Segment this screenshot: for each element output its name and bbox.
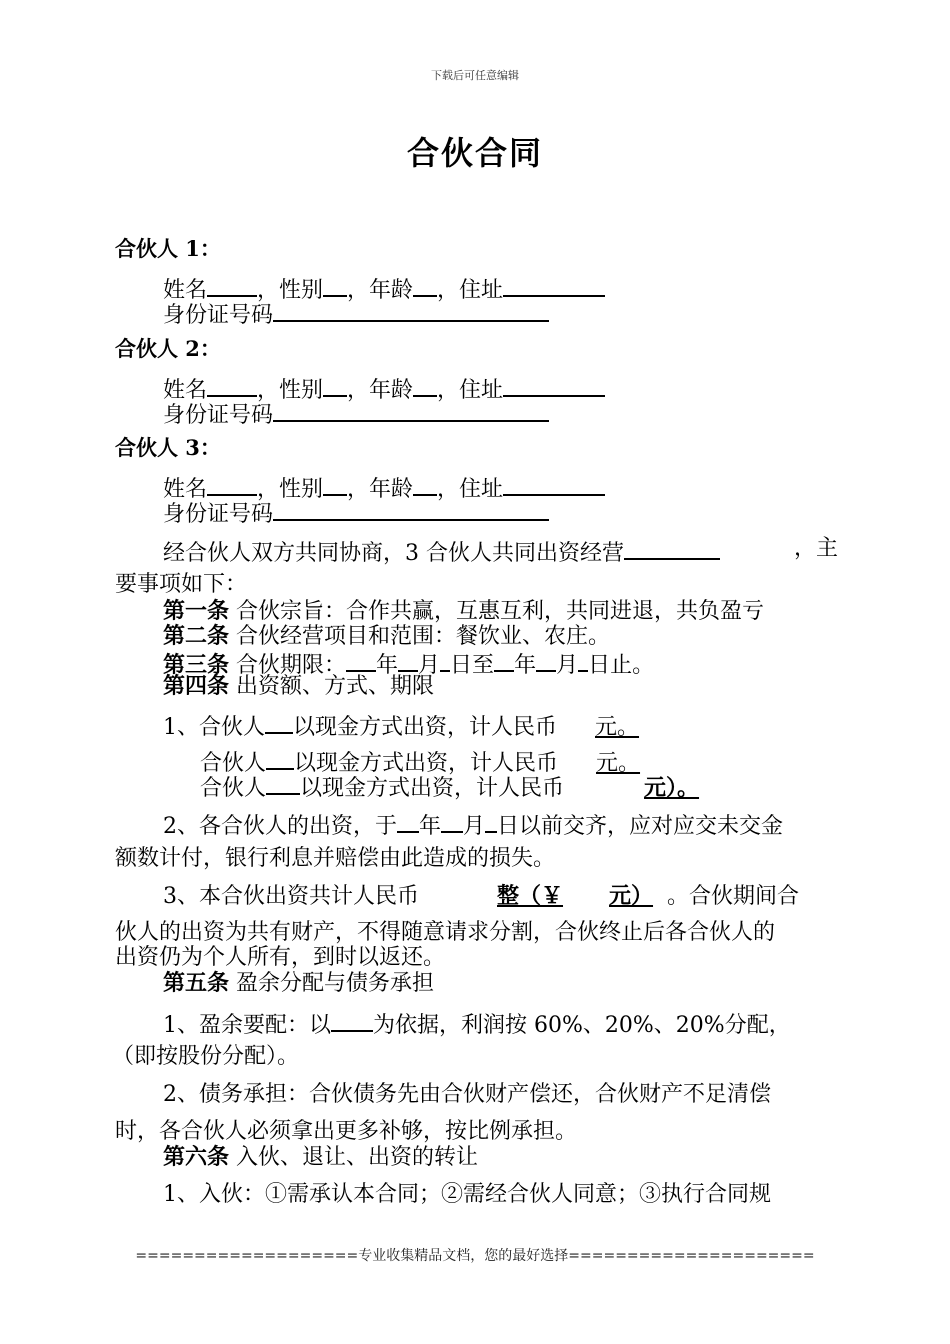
partner-blank[interactable] xyxy=(265,710,293,734)
id-label: 身份证号码 xyxy=(163,502,274,527)
article-5-p2-line-2: 时，各合伙人必须拿出更多补够，按比例承担。 xyxy=(115,1119,578,1144)
article-6-label: 第六条 xyxy=(163,1144,230,1170)
article-5-p2-line-1: 2、债务承担：合伙债务先由合伙财产偿还，合伙财产不足清偿 xyxy=(163,1082,771,1107)
article-3-label: 第三条 xyxy=(163,652,230,678)
article-1 xyxy=(163,598,764,625)
month-blank[interactable] xyxy=(398,648,418,672)
age-blank[interactable] xyxy=(413,373,437,397)
article-4-text: 出资额、方式、期限 xyxy=(229,674,435,699)
year-blank[interactable] xyxy=(397,809,419,833)
contribution-prefix: 合伙人 xyxy=(200,751,267,776)
day-label: 日止。 xyxy=(588,653,655,678)
day-label: 日至 xyxy=(450,653,495,678)
partner-blank[interactable] xyxy=(266,746,294,770)
contribution-line-3 xyxy=(200,771,699,802)
id-blank[interactable] xyxy=(273,398,549,422)
partner-3-id-line xyxy=(163,497,549,528)
month-blank[interactable] xyxy=(536,648,556,672)
age-label: ，年龄 xyxy=(347,278,414,303)
age-label: ，年龄 xyxy=(347,477,414,502)
gender-label: ，性别 xyxy=(257,378,324,403)
yuan-label: 元。 xyxy=(596,751,641,776)
whole-label: 整（￥ xyxy=(497,883,564,909)
article-5-text: 盈余分配与债务承担 xyxy=(229,971,435,996)
address-blank[interactable] xyxy=(503,373,605,397)
article-6 xyxy=(163,1144,478,1171)
gender-label: ，性别 xyxy=(257,278,324,303)
p1-text-rest: 为依据，利润按 60%、20%、20%分配， xyxy=(373,1013,791,1038)
gender-blank[interactable] xyxy=(323,273,347,297)
age-blank[interactable] xyxy=(413,273,437,297)
document-title: 合伙合同 xyxy=(406,134,543,172)
contribution-text: 以现金方式出资，计人民币 xyxy=(294,751,559,776)
article-4-p2-line-2: 额数计付，银行利息并赔偿由此造成的损失。 xyxy=(115,846,556,871)
article-5 xyxy=(163,970,434,997)
intro-line-1 xyxy=(163,536,838,567)
name-blank[interactable] xyxy=(207,472,257,496)
article-4-p3-line-3: 出资仍为个人所有，到时以返还。 xyxy=(115,945,446,970)
name-blank[interactable] xyxy=(207,373,257,397)
month-label: 月 xyxy=(463,814,486,839)
intro-line-2: 要事项如下： xyxy=(115,572,248,597)
partner-2-heading: 合伙人 2： xyxy=(115,336,221,361)
day-blank[interactable] xyxy=(485,809,497,833)
article-5-label: 第五条 xyxy=(163,970,230,996)
article-2 xyxy=(163,623,610,650)
year-label: 年 xyxy=(514,653,537,678)
amount-blank[interactable] xyxy=(571,775,699,801)
header-note: 下载后可任意编辑 xyxy=(431,69,519,82)
month-label: 月 xyxy=(556,653,579,678)
address-label: ，住址 xyxy=(437,378,504,403)
p3-text-rest: 。合伙期间合 xyxy=(667,884,800,909)
p1-text: 1、盈余要配：以 xyxy=(163,1013,331,1038)
basis-blank[interactable] xyxy=(331,1008,373,1032)
article-6-p1: 1、入伙：①需承认本合同；②需经合伙人同意；③执行合同规 xyxy=(163,1182,771,1207)
yuan-label: 元。 xyxy=(595,715,640,740)
article-4-p3-line-2: 伙人的出资为共有财产，不得随意请求分割，合伙终止后各合伙人的 xyxy=(115,920,776,945)
address-blank[interactable] xyxy=(503,273,605,297)
gender-blank[interactable] xyxy=(323,373,347,397)
intro-tail: ，主 xyxy=(793,536,838,561)
intro-text: 经合伙人双方共同协商，3 合伙人共同出资经营 xyxy=(163,541,624,566)
article-6-text: 入伙、退让、出资的转让 xyxy=(229,1145,479,1170)
year-blank[interactable] xyxy=(346,648,376,672)
id-blank[interactable] xyxy=(273,497,549,521)
article-1-label: 第一条 xyxy=(163,598,230,624)
article-4 xyxy=(163,673,434,700)
contribution-prefix: 1、合伙人 xyxy=(163,715,265,740)
gender-blank[interactable] xyxy=(323,472,347,496)
contribution-text: 以现金方式出资，计人民币 xyxy=(300,776,565,801)
address-blank[interactable] xyxy=(503,472,605,496)
name-label: 姓名 xyxy=(163,278,208,303)
id-label: 身份证号码 xyxy=(163,403,274,428)
name-blank[interactable] xyxy=(207,273,257,297)
footer-note: ===================专业收集精品文档，您的最好选择===================== xyxy=(135,1248,815,1264)
year-blank[interactable] xyxy=(494,648,514,672)
p2-text-rest: 日以前交齐，应对应交未交金 xyxy=(497,814,784,839)
p3-text: 3、本合伙出资共计人民币 xyxy=(163,884,419,909)
partner-1-id-line xyxy=(163,298,549,329)
article-1-text: 合伙宗旨：合作共赢，互惠互利，共同进退，共负盈亏 xyxy=(229,599,765,624)
partner-blank[interactable] xyxy=(266,771,300,795)
partner-1-heading: 合伙人 1： xyxy=(115,236,221,261)
contribution-prefix: 合伙人 xyxy=(200,776,267,801)
article-2-text: 合伙经营项目和范围：餐饮业、农庄。 xyxy=(229,624,611,649)
yuan-label: 元）。 xyxy=(644,775,700,801)
amount-blank[interactable] xyxy=(557,715,639,741)
id-blank[interactable] xyxy=(273,298,549,322)
business-blank[interactable] xyxy=(624,536,720,560)
article-4-p2-line-1 xyxy=(163,809,783,840)
contribution-line-1 xyxy=(163,710,639,741)
name-label: 姓名 xyxy=(163,378,208,403)
day-blank[interactable] xyxy=(578,648,588,672)
address-label: ，住址 xyxy=(437,477,504,502)
article-4-p3-line-1 xyxy=(163,883,799,910)
article-4-label: 第四条 xyxy=(163,673,230,699)
year-label: 年 xyxy=(419,814,442,839)
partner-3-heading: 合伙人 3： xyxy=(115,435,221,460)
age-blank[interactable] xyxy=(413,472,437,496)
partner-2-id-line xyxy=(163,398,549,429)
day-blank[interactable] xyxy=(440,648,450,672)
article-5-p1-line-1 xyxy=(163,1008,791,1039)
month-label: 月 xyxy=(418,653,441,678)
article-2-label: 第二条 xyxy=(163,623,230,649)
article-3-text: 合伙期限： xyxy=(229,653,347,678)
yuan-label: 元） xyxy=(609,883,654,909)
p2-text: 2、各合伙人的出资，于 xyxy=(163,814,397,839)
year-label: 年 xyxy=(376,653,399,678)
id-label: 身份证号码 xyxy=(163,303,274,328)
address-label: ，住址 xyxy=(437,278,504,303)
month-blank[interactable] xyxy=(441,809,463,833)
age-label: ，年龄 xyxy=(347,378,414,403)
total-amount-blank[interactable] xyxy=(419,883,667,909)
name-label: 姓名 xyxy=(163,477,208,502)
gender-label: ，性别 xyxy=(257,477,324,502)
article-5-p1-line-2: （即按股份分配）。 xyxy=(112,1044,300,1069)
contribution-text: 以现金方式出资，计人民币 xyxy=(293,715,558,740)
